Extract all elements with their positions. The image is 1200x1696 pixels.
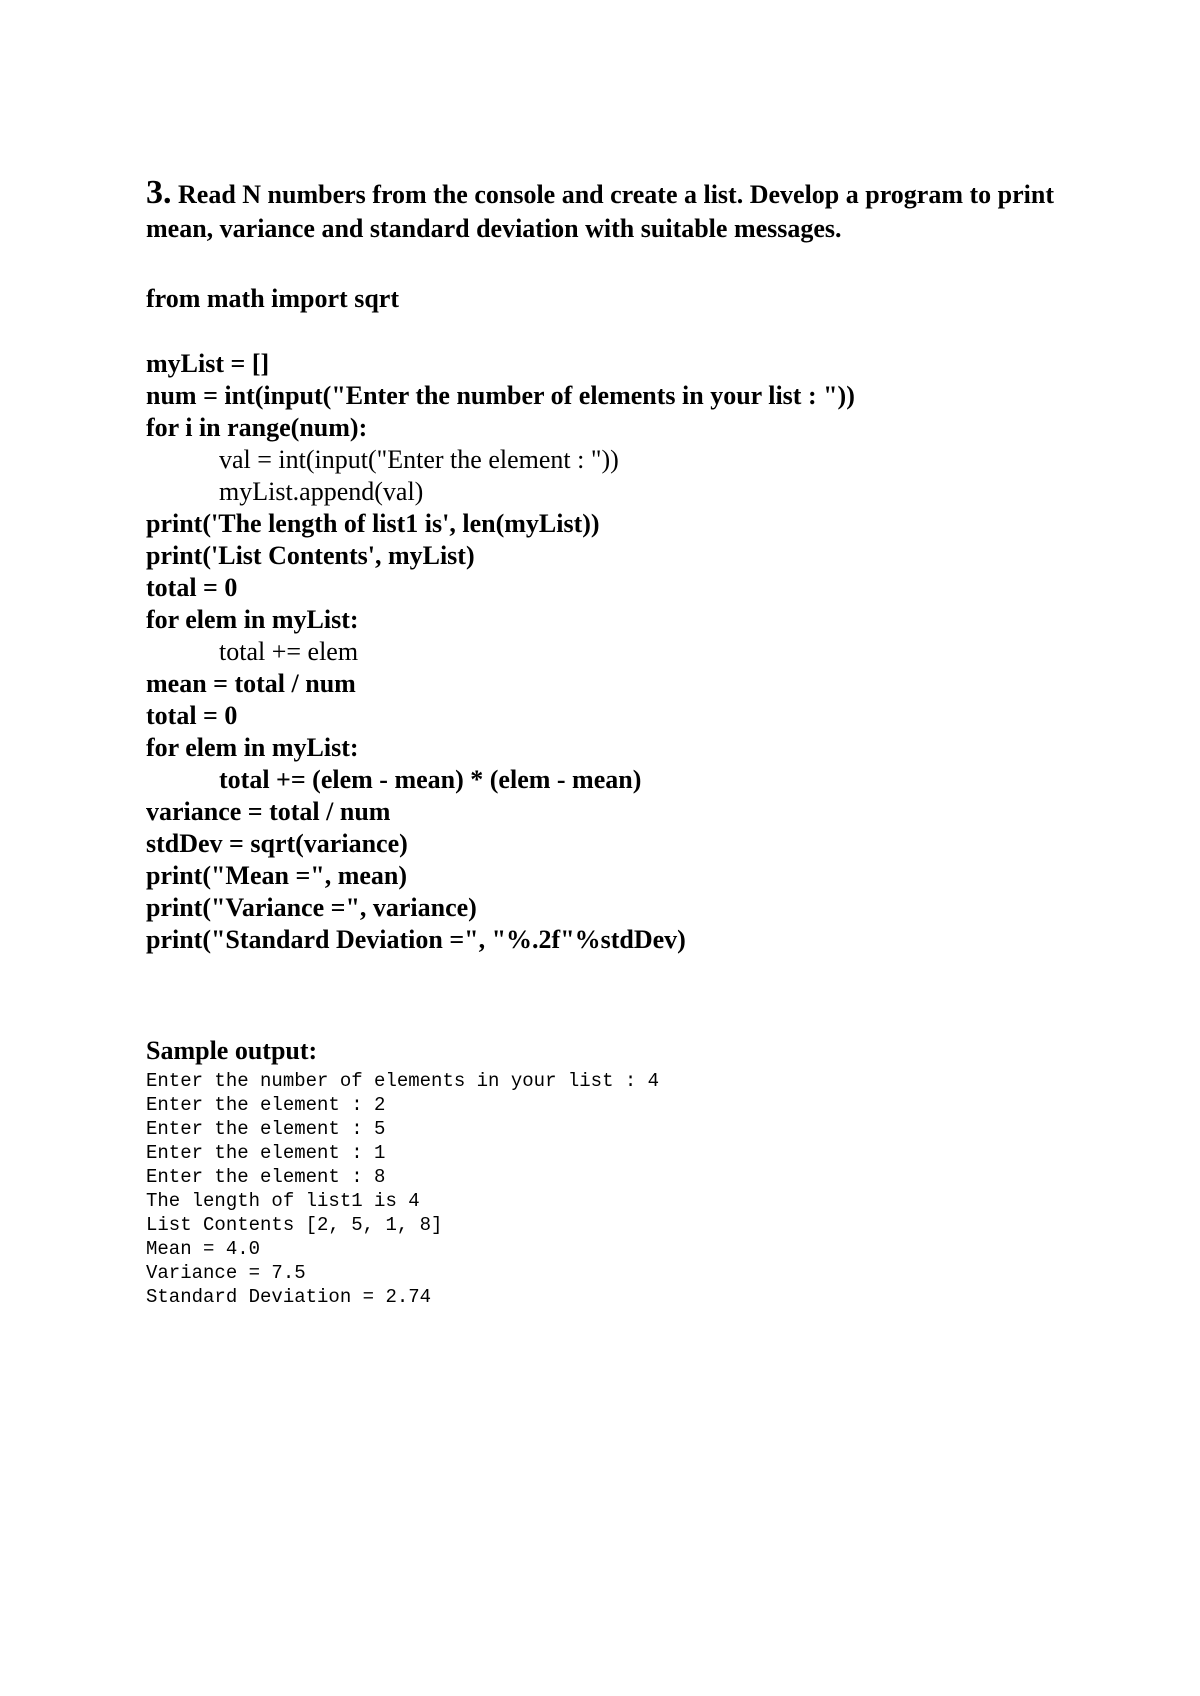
code-line: num = int(input("Enter the number of elements in your list : ")) [146, 381, 855, 410]
output-line: Standard Deviation = 2.74 [146, 1286, 432, 1308]
code-line: total += (elem - mean) * (elem - mean) [219, 765, 642, 794]
code-line: print('The length of list1 is', len(myList)) [146, 509, 600, 538]
output-line: Mean = 4.0 [146, 1238, 261, 1260]
output-line: Enter the element : 8 [146, 1166, 386, 1188]
output-line: The length of list1 is 4 [146, 1190, 420, 1212]
sample-output-heading: Sample output: [146, 1036, 318, 1065]
code-line: print("Standard Deviation =", "%.2f"%stdDev) [146, 925, 686, 954]
output-line: Enter the number of elements in your list : 4 [146, 1070, 660, 1092]
code-line: total = 0 [146, 573, 238, 602]
output-line: Variance = 7.5 [146, 1262, 306, 1284]
code-line: print('List Contents', myList) [146, 541, 475, 570]
output-line: Enter the element : 5 [146, 1118, 386, 1140]
code-line: for elem in myList: [146, 733, 359, 762]
output-line: Enter the element : 2 [146, 1094, 386, 1116]
question-number: 3. [146, 174, 172, 211]
code-line: total += elem [219, 637, 359, 666]
code-line: val = int(input("Enter the element : ")) [219, 445, 619, 474]
code-line: mean = total / num [146, 669, 356, 698]
code-line: print("Mean =", mean) [146, 861, 408, 890]
code-line: stdDev = sqrt(variance) [146, 829, 408, 858]
output-line: List Contents [2, 5, 1, 8] [146, 1214, 443, 1236]
code-line: variance = total / num [146, 797, 391, 826]
code-line: myList = [] [146, 349, 270, 378]
code-line: print("Variance =", variance) [146, 893, 477, 922]
code-line: myList.append(val) [219, 477, 424, 506]
question-text: Read N numbers from the console and create a list. Develop a program to print mean, variance and standard deviation with suitable messages. [146, 180, 1054, 243]
output-line: Enter the element : 1 [146, 1142, 386, 1164]
question-statement [146, 176, 1076, 246]
code-line: for elem in myList: [146, 605, 359, 634]
code-line: total = 0 [146, 701, 238, 730]
code-line: for i in range(num): [146, 413, 368, 442]
code-line: from math import sqrt [146, 284, 399, 313]
